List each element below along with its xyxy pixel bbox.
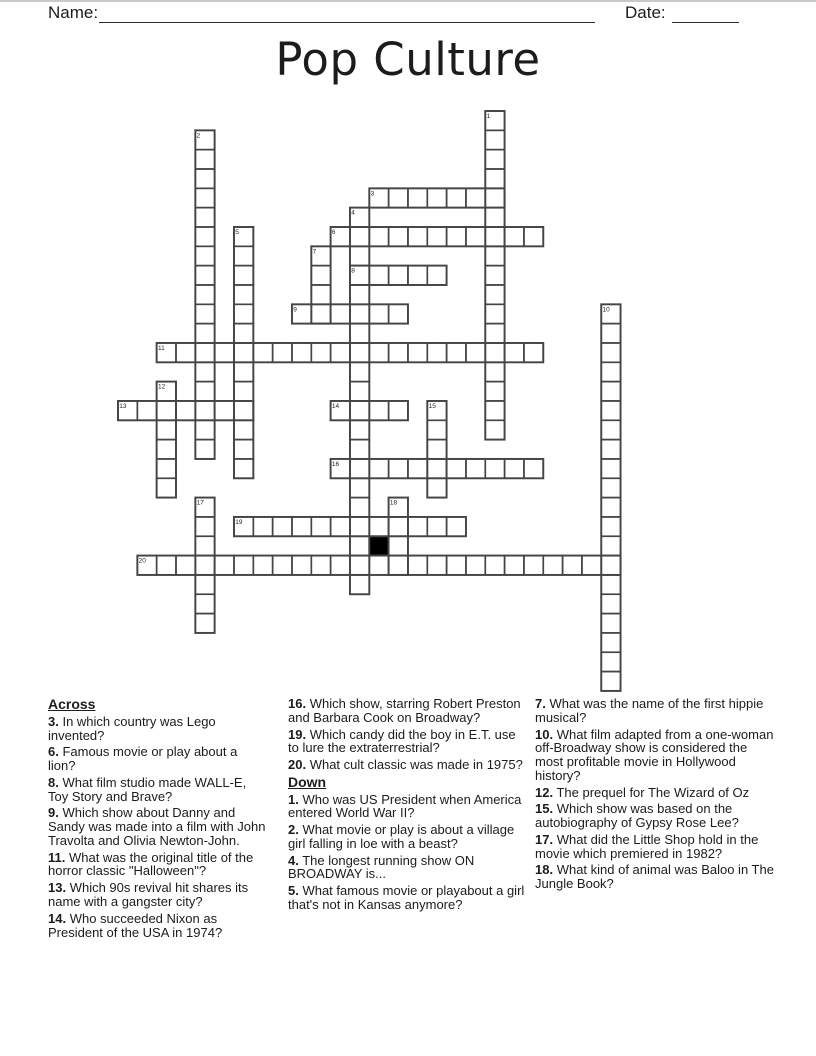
grid-cell[interactable]: [350, 304, 369, 323]
grid-cell[interactable]: [485, 266, 504, 285]
grid-cell[interactable]: [350, 498, 369, 517]
grid-cell[interactable]: [195, 420, 214, 439]
grid-cell[interactable]: [195, 517, 214, 536]
grid-cell[interactable]: [195, 227, 214, 246]
cell-number: 4: [351, 209, 355, 217]
cell-number: 2: [196, 132, 201, 140]
grid-cell[interactable]: [408, 227, 427, 246]
cell-number: 12: [157, 383, 166, 391]
cell-number: 17: [196, 499, 204, 507]
grid-cell[interactable]: [601, 478, 620, 497]
clue-text: What famous movie or playabout a girl that's not in Kansas anymore?: [288, 883, 525, 913]
clue-text: What was the name of the first hippie musical?: [535, 696, 764, 725]
grid-cell[interactable]: [485, 343, 504, 362]
grid-cell[interactable]: [311, 266, 330, 285]
grid-cell[interactable]: [543, 556, 562, 575]
grid-cell[interactable]: [350, 420, 369, 439]
grid-cell[interactable]: [331, 556, 350, 575]
clue-number: 4.: [288, 852, 299, 868]
grid-cell[interactable]: [466, 343, 485, 362]
grid-cell[interactable]: [601, 575, 620, 594]
clue-number: 19.: [288, 726, 307, 742]
cell-number: 3: [370, 190, 375, 198]
grid-cell[interactable]: [563, 556, 582, 575]
grid-cell[interactable]: [157, 478, 176, 497]
grid-cell[interactable]: [350, 536, 369, 555]
grid-cell[interactable]: [369, 459, 388, 478]
grid-cell[interactable]: [408, 459, 427, 478]
clue-column-middle: [288, 697, 528, 915]
grid-cell[interactable]: [601, 440, 620, 459]
grid-cell[interactable]: [350, 382, 369, 401]
clue-text: What was the original title of the horror classic "Halloween"?: [48, 849, 254, 879]
grid-cell[interactable]: [195, 382, 214, 401]
grid-cell[interactable]: [601, 362, 620, 381]
grid-cell[interactable]: [350, 401, 369, 420]
clue-item: [288, 758, 528, 772]
grid-cell[interactable]: [485, 150, 504, 169]
grid-cell[interactable]: [350, 227, 369, 246]
grid-cell[interactable]: [601, 536, 620, 555]
grid-cell[interactable]: [389, 556, 408, 575]
grid-cell[interactable]: [157, 556, 176, 575]
grid-cell[interactable]: [234, 420, 253, 439]
grid-cell[interactable]: [311, 304, 330, 323]
grid-cell[interactable]: [505, 556, 524, 575]
grid-cell[interactable]: [389, 401, 408, 420]
grid-cell[interactable]: [331, 517, 350, 536]
clue-number: 3.: [48, 713, 59, 729]
grid-cell[interactable]: [195, 246, 214, 265]
grid-cell[interactable]: [427, 266, 446, 285]
grid-cell[interactable]: [195, 362, 214, 381]
grid-cell[interactable]: [447, 343, 466, 362]
clue-text: Which show was based on the autobiography of Gypsy Rose Lee?: [535, 801, 739, 831]
clue-item: [48, 806, 268, 847]
grid-cell[interactable]: [389, 517, 408, 536]
clue-text: The prequel for The Wizard of Oz: [553, 784, 750, 800]
grid-cell[interactable]: [311, 343, 330, 362]
grid-cell[interactable]: [273, 343, 292, 362]
clue-number: 7.: [535, 696, 546, 711]
clue-text: Which 90s revival hit shares its name with a gangster city?: [48, 880, 249, 910]
clue-text: Which show, starring Robert Preston and Barbara Cook on Broadway?: [288, 696, 521, 725]
cell-number: 6: [331, 228, 336, 236]
grid-cell[interactable]: [234, 343, 253, 362]
grid-cell[interactable]: [215, 556, 234, 575]
black-cell: [369, 536, 388, 555]
grid-cell[interactable]: [157, 459, 176, 478]
grid-cell[interactable]: [427, 517, 446, 536]
grid-cell[interactable]: [427, 420, 446, 439]
grid-cell[interactable]: [253, 556, 272, 575]
grid-cell[interactable]: [234, 382, 253, 401]
grid-cell[interactable]: [350, 324, 369, 343]
clue-number: 15.: [535, 801, 554, 817]
clue-number: 12.: [535, 784, 554, 800]
grid-cell[interactable]: [427, 188, 446, 207]
grid-cell[interactable]: [466, 188, 485, 207]
grid-cell[interactable]: [601, 594, 620, 613]
clue-text: Who succeeded Nixon as President of the USA in 1974?: [48, 910, 223, 940]
grid-cell[interactable]: [408, 188, 427, 207]
grid-cell[interactable]: [485, 420, 504, 439]
grid-cell[interactable]: [292, 517, 311, 536]
cell-number: 16: [331, 460, 340, 468]
clue-item: [48, 745, 268, 773]
grid-cell[interactable]: [601, 420, 620, 439]
grid-cell[interactable]: [389, 304, 408, 323]
grid-cell[interactable]: [408, 517, 427, 536]
cell-number: 20: [138, 557, 146, 565]
grid-cell[interactable]: [195, 401, 214, 420]
clue-text: What kind of animal was Baloo in The Jungle Book?: [535, 862, 774, 892]
grid-cell[interactable]: [485, 188, 504, 207]
cell-number: 18: [389, 499, 398, 507]
clue-number: 16.: [288, 696, 307, 711]
clue-item: [48, 715, 268, 743]
grid-cell[interactable]: [350, 459, 369, 478]
grid-cell[interactable]: [195, 556, 214, 575]
grid-cell[interactable]: [234, 266, 253, 285]
grid-cell[interactable]: [195, 150, 214, 169]
grid-cell[interactable]: [311, 517, 330, 536]
grid-cell[interactable]: [601, 401, 620, 420]
clue-item: [48, 851, 268, 879]
grid-cell[interactable]: [427, 227, 446, 246]
grid-cell[interactable]: [369, 304, 388, 323]
grid-cell[interactable]: [427, 556, 446, 575]
grid-cell[interactable]: [601, 556, 620, 575]
grid-cell[interactable]: [195, 440, 214, 459]
cell-number: 5: [235, 228, 239, 236]
clue-item: [288, 793, 528, 821]
grid-cell[interactable]: [427, 440, 446, 459]
grid-cell[interactable]: [331, 304, 350, 323]
crossword-grid[interactable]: [117, 110, 622, 692]
clue-list-heading: Across: [48, 696, 96, 712]
grid-cell[interactable]: [350, 343, 369, 362]
clue-text: Which show about Danny and Sandy was made into a film with John Travolta and Olivia Newton-John.: [48, 805, 266, 848]
grid-cell[interactable]: [466, 556, 485, 575]
grid-cell[interactable]: [601, 652, 620, 671]
grid-cell[interactable]: [234, 304, 253, 323]
grid-cell[interactable]: [408, 556, 427, 575]
grid-cell[interactable]: [466, 227, 485, 246]
clue-item: [535, 697, 775, 725]
grid-cell[interactable]: [195, 188, 214, 207]
grid-cell[interactable]: [505, 227, 524, 246]
cell-number: 7: [312, 248, 317, 256]
clue-column-left: [48, 697, 268, 942]
grid-cell[interactable]: [369, 401, 388, 420]
grid-cell[interactable]: [601, 517, 620, 536]
clue-item: [535, 802, 775, 830]
grid-cell[interactable]: [195, 536, 214, 555]
grid-cell[interactable]: [176, 343, 195, 362]
clue-number: 1.: [288, 791, 299, 807]
grid-cell[interactable]: [485, 401, 504, 420]
clue-number: 14.: [48, 910, 67, 926]
clue-text: What movie or play is about a village girl falling in loe with a beast?: [288, 822, 515, 851]
grid-cell[interactable]: [601, 343, 620, 362]
cell-number: 15: [428, 402, 436, 410]
grid-cell[interactable]: [485, 362, 504, 381]
clue-number: 10.: [535, 726, 554, 742]
grid-cell[interactable]: [253, 517, 272, 536]
grid-cell[interactable]: [311, 285, 330, 304]
grid-cell[interactable]: [234, 459, 253, 478]
grid-cell[interactable]: [427, 478, 446, 497]
grid-cell[interactable]: [505, 459, 524, 478]
grid-cell[interactable]: [485, 130, 504, 149]
grid-cell[interactable]: [601, 498, 620, 517]
grid-cell[interactable]: [485, 208, 504, 227]
clue-text: The longest running show ON BROADWAY is...: [288, 852, 475, 882]
clue-item: [48, 912, 268, 940]
clue-text: In which country was Lego invented?: [48, 713, 216, 743]
grid-cell[interactable]: [601, 459, 620, 478]
clue-item: [48, 776, 268, 804]
clue-number: 8.: [48, 774, 59, 790]
clue-number: 13.: [48, 880, 67, 896]
grid-cell[interactable]: [234, 440, 253, 459]
clue-column-right: [535, 697, 775, 894]
grid-cell[interactable]: [485, 304, 504, 323]
grid-cell[interactable]: [157, 420, 176, 439]
grid-cell[interactable]: [369, 227, 388, 246]
grid-cell[interactable]: [234, 362, 253, 381]
grid-cell[interactable]: [485, 227, 504, 246]
grid-cell[interactable]: [273, 517, 292, 536]
grid-cell[interactable]: [331, 343, 350, 362]
grid-cell[interactable]: [389, 343, 408, 362]
grid-cell[interactable]: [389, 227, 408, 246]
grid-cell[interactable]: [505, 343, 524, 362]
grid-cell[interactable]: [485, 324, 504, 343]
grid-cell[interactable]: [485, 382, 504, 401]
cell-number: 1: [486, 113, 491, 120]
clue-item: [288, 854, 528, 882]
cell-number: 11: [157, 344, 165, 352]
clue-item: [288, 884, 528, 912]
grid-cell[interactable]: [350, 362, 369, 381]
grid-cell[interactable]: [524, 343, 543, 362]
grid-cell[interactable]: [350, 478, 369, 497]
grid-cell[interactable]: [215, 401, 234, 420]
grid-cell[interactable]: [195, 594, 214, 613]
clue-text: Which candy did the boy in E.T. use to lure the extraterrestrial?: [288, 726, 516, 756]
grid-cell[interactable]: [601, 672, 620, 691]
clue-item: [535, 833, 775, 861]
grid-cell[interactable]: [389, 536, 408, 555]
grid-cell[interactable]: [350, 246, 369, 265]
grid-cell[interactable]: [176, 401, 195, 420]
cell-number: 19: [235, 518, 243, 526]
grid-cell[interactable]: [350, 575, 369, 594]
grid-cell[interactable]: [369, 556, 388, 575]
clue-item: [288, 728, 528, 756]
grid-cell[interactable]: [350, 285, 369, 304]
grid-cell[interactable]: [253, 343, 272, 362]
grid-cell[interactable]: [389, 459, 408, 478]
grid-cell[interactable]: [215, 343, 234, 362]
clue-text: What film studio made WALL-E, Toy Story and Brave?: [48, 774, 247, 804]
clue-text: What cult classic was made in 1975?: [306, 757, 523, 773]
grid-cell[interactable]: [176, 556, 195, 575]
grid-cell[interactable]: [582, 556, 601, 575]
grid-cell[interactable]: [350, 440, 369, 459]
clue-number: 20.: [288, 757, 307, 773]
grid-cell[interactable]: [447, 517, 466, 536]
clue-item: [535, 786, 775, 800]
grid-cell[interactable]: [466, 459, 485, 478]
clue-item: [48, 881, 268, 909]
cell-number: 10: [602, 306, 610, 314]
grid-cell[interactable]: [234, 556, 253, 575]
clue-text: What did the Little Shop hold in the movie which premiered in 1982?: [535, 831, 759, 861]
cell-number: 8: [351, 267, 355, 275]
clue-number: 6.: [48, 744, 59, 760]
grid-cell[interactable]: [195, 304, 214, 323]
grid-cell[interactable]: [350, 556, 369, 575]
grid-cell[interactable]: [369, 517, 388, 536]
grid-cell[interactable]: [427, 343, 446, 362]
date-input-line[interactable]: [672, 0, 739, 23]
grid-cell[interactable]: [485, 556, 504, 575]
grid-cell[interactable]: [601, 382, 620, 401]
grid-cell[interactable]: [485, 169, 504, 188]
grid-cell[interactable]: [195, 208, 214, 227]
clue-item: [535, 728, 775, 783]
grid-cell[interactable]: [601, 614, 620, 633]
grid-cell[interactable]: [195, 614, 214, 633]
grid-cell[interactable]: [234, 401, 253, 420]
grid-cell[interactable]: [234, 285, 253, 304]
grid-cell[interactable]: [485, 459, 504, 478]
grid-cell[interactable]: [157, 440, 176, 459]
grid-cell[interactable]: [195, 285, 214, 304]
clue-item: [535, 863, 775, 891]
clue-text: Who was US President when America entered World War II?: [288, 791, 522, 821]
grid-cell[interactable]: [447, 556, 466, 575]
grid-cell[interactable]: [389, 188, 408, 207]
date-label: Date:: [625, 3, 666, 22]
grid-cell[interactable]: [524, 459, 543, 478]
clue-number: 5.: [288, 883, 299, 899]
grid-cell[interactable]: [427, 459, 446, 478]
grid-cell[interactable]: [485, 246, 504, 265]
clue-item: [288, 823, 528, 851]
grid-cell[interactable]: [524, 227, 543, 246]
grid-cell[interactable]: [485, 285, 504, 304]
cell-number: 13: [119, 402, 127, 410]
grid-cell[interactable]: [234, 324, 253, 343]
grid-cell[interactable]: [137, 401, 156, 420]
clue-number: 9.: [48, 805, 59, 821]
cell-number: 14: [331, 402, 340, 410]
grid-cell[interactable]: [447, 459, 466, 478]
grid-cell[interactable]: [195, 575, 214, 594]
grid-cell[interactable]: [447, 227, 466, 246]
name-input-line[interactable]: [99, 0, 595, 23]
grid-cell[interactable]: [195, 169, 214, 188]
grid-cell[interactable]: [234, 246, 253, 265]
clue-text: What film adapted from a one-woman off-Broadway show is considered the most profitable movie in Hollywood history?: [535, 726, 774, 783]
clue-number: 17.: [535, 831, 554, 847]
page-title: Pop Culture: [275, 33, 541, 86]
grid-cell[interactable]: [195, 266, 214, 285]
grid-cell[interactable]: [195, 324, 214, 343]
grid-cell[interactable]: [447, 188, 466, 207]
clue-number: 18.: [535, 862, 554, 878]
grid-cell[interactable]: [524, 556, 543, 575]
grid-cell[interactable]: [273, 556, 292, 575]
grid-cell[interactable]: [601, 633, 620, 652]
name-label: Name:: [48, 3, 99, 22]
clue-number: 11.: [48, 849, 66, 865]
grid-cell[interactable]: [292, 343, 311, 362]
grid-cell[interactable]: [292, 556, 311, 575]
grid-cell[interactable]: [350, 517, 369, 536]
grid-cell[interactable]: [389, 266, 408, 285]
grid-cell[interactable]: [408, 266, 427, 285]
grid-cell[interactable]: [369, 266, 388, 285]
clue-list-heading: Down: [288, 773, 327, 790]
clue-text: Famous movie or play about a lion?: [48, 744, 238, 774]
grid-cell[interactable]: [601, 324, 620, 343]
grid-cell[interactable]: [408, 343, 427, 362]
grid-cell[interactable]: [311, 556, 330, 575]
clue-item: [288, 697, 528, 725]
grid-cell[interactable]: [195, 343, 214, 362]
grid-cell[interactable]: [157, 401, 176, 420]
clue-number: 2.: [288, 822, 299, 838]
grid-cell[interactable]: [369, 343, 388, 362]
cell-number: 9: [293, 306, 297, 314]
